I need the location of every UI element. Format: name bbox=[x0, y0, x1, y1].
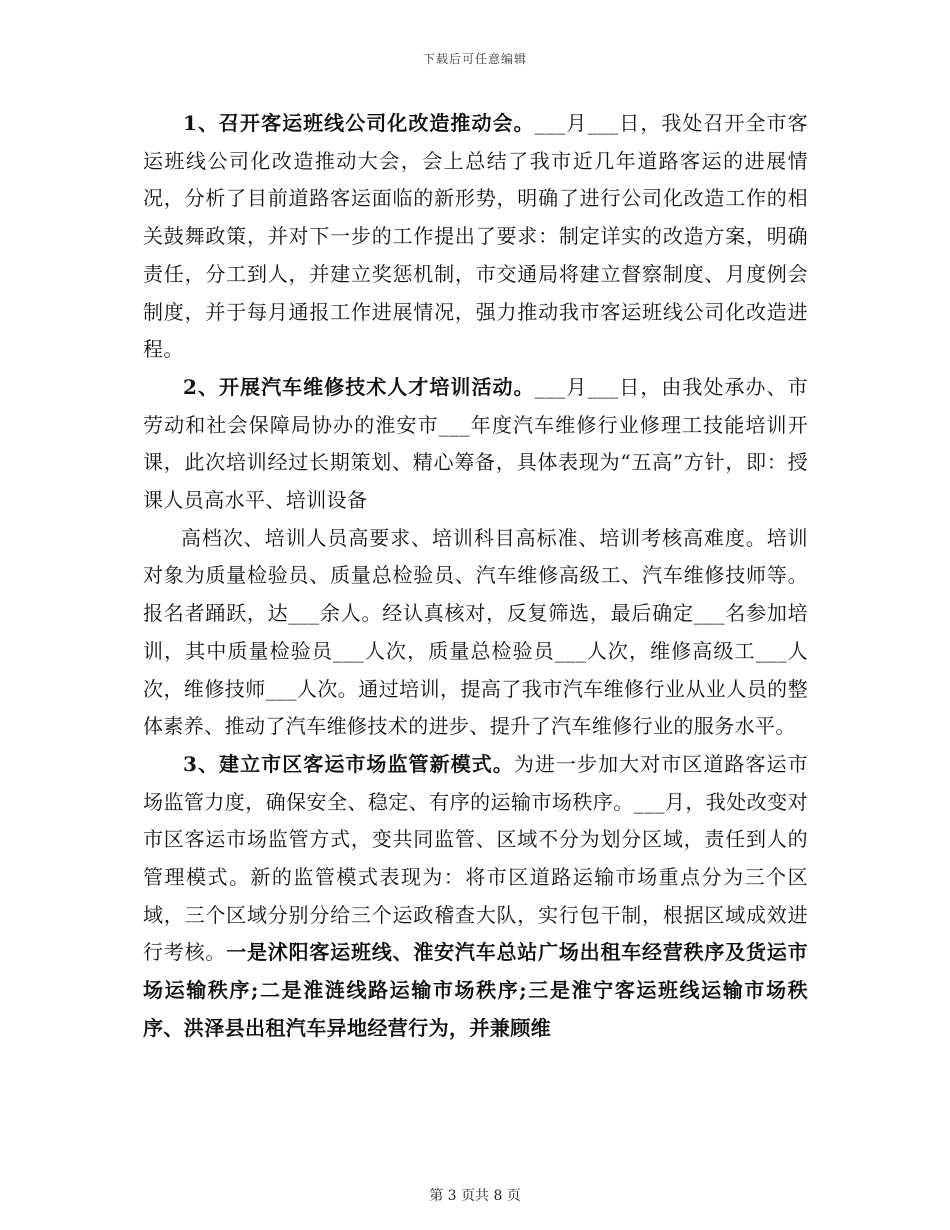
page-header-note: 下载后可任意编辑 bbox=[422, 52, 527, 66]
paragraph-1-text: ___月___日，我处召开全市客运班线公司化改造推动大会，会上总结了我市近几年道路客运的进展情况，分析了目前道路客运面临的新形势，明确了进行公司化改造工作的相关鼓舞政策，并对下一步的工作提出了要求：制定详实的改造方案，明确责任，分工到人，并建立奖惩机制，市交通局将建立督察制度、月度例会制度，并于每月通报工作进展情况，强力推动我市客运班线公司化改造进程。 bbox=[143, 111, 809, 362]
paragraph-3 bbox=[143, 746, 808, 1048]
paragraph-2-continued bbox=[143, 520, 808, 746]
paragraph-2-continued-text: 高档次、培训人员高要求、培训科目高标准、培训考核高难度。培训对象为质量检验员、质量总检验员、汽车维修高级工、汽车维修技师等。报名者踊跃，达___余人。经认真核对，反复筛选，最后确定___名参加培训，其中质量检验员___人次，质量总检验员___人次，维修高级工___人次，维修技师___人次。通过培训，提高了我市汽车维修行业从业人员的整体素养、推动了汽车维修技术的进步、提升了汽车维修行业的服务水平。 bbox=[143, 525, 808, 739]
paragraph-3-bold-text: 一是沭阳客运班线、淮安汽车总站广场出租车经营秩序及货运市场运输秩序;二是淮涟线路运输市场秩序;三是淮宁客运班线运输市场秩序、洪泽县出租汽车异地经营行为，并兼顾维 bbox=[143, 940, 809, 1040]
document-body bbox=[143, 105, 808, 1048]
paragraph-2 bbox=[143, 369, 808, 520]
paragraph-3-heading: 3、建立市区客运市场监管新模式。 bbox=[183, 751, 514, 776]
paragraph-1 bbox=[143, 105, 808, 369]
page-number: 第 3 页共 8 页 bbox=[429, 1188, 521, 1204]
paragraph-3-text: 为进一步加大对市区道路客运市场监管力度，确保安全、稳定、有序的运输市场秩序。___月，我处改变对市区客运市场监管方式，变共同监管、区域不分为划分区域，责任到人的管理模式。新的监管模式表现为：将市区道路运输市场重点分为三个区域，三个区域分别分给三个运政稽查大队，实行包干制，根据区域成效进行考核。 bbox=[143, 751, 808, 965]
paragraph-1-heading: 1、召开客运班线公司化改造推动会。 bbox=[183, 111, 535, 135]
paragraph-2-text: ___月___日，由我处承办、市劳动和社会保障局协办的淮安市___年度汽车维修行业修理工技能培训开课，此次培训经过长期策划、精心筹备，具体表现为“五高”方针，即：授课人员高水平、培训设备 bbox=[143, 374, 809, 513]
paragraph-2-heading: 2、开展汽车维修技术人才培训活动。 bbox=[183, 374, 535, 399]
